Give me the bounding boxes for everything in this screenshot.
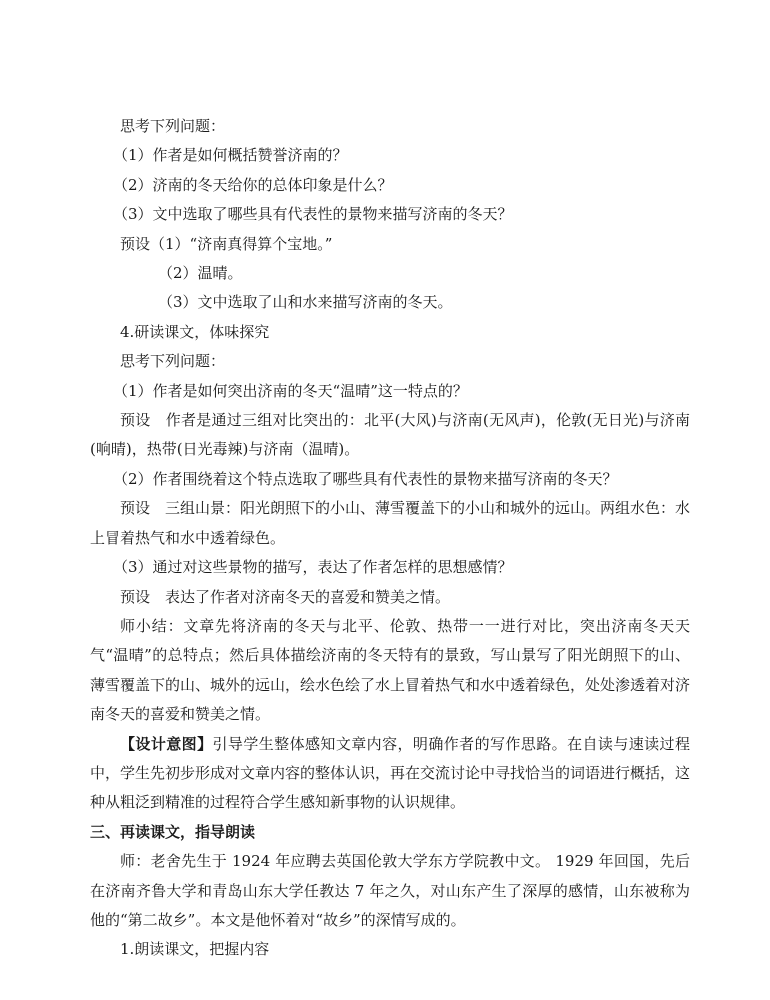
question-item: （1）作者是如何突出济南的冬天“温晴”这一特点的？ [113,381,468,400]
answer-paragraph: 预设 作者是通过三组对比突出的：北平(大风)与济南(无风声)，伦敦(无日光)与济南(响晴)，热带(日光毒辣)与济南（温晴)。 [90,411,690,459]
question-item: （1）作者是如何概括赞誉济南的？ [113,146,348,165]
teacher-paragraph: 师：老舍先生于 1924 年应聘去英国伦敦大学东方学院教中文。 1929 年回国，先后在济南齐鲁大学和青岛山东大学任教达 7 年之久，对山东产生了深厚的感情，山东被称为他的“第二故乡”。本文是他怀着对“故乡”的深情写成的。 [90,852,690,929]
design-intent-text: 引导学生整体感知文章内容，明确作者的写作思路。在自读与速读过程中，学生先初步形成对文章内容的整体认识，再在交流讨论中寻找恰当的词语进行概括，这种从粗泛到精准的过程符合学生感知新事物的认识规律。 [90,734,691,812]
question-intro: 思考下列问题： [120,117,226,135]
answer-paragraph: 预设 三组山景：阳光朗照下的小山、薄雪覆盖下的小山和城外的远山。两组水色：水上冒着热气和水中透着绿色。 [90,499,691,547]
answer-item: （2）温晴。 [158,264,243,283]
subsection-heading: 1.朗读课文，把握内容 [120,940,270,959]
answer-item: （3）文中选取了山和水来描写济南的冬天。 [158,293,453,312]
question-item: （3）通过对这些景物的描写，表达了作者怎样的思想感情？ [113,558,513,577]
answer-item: 预设（1）“济南真得算个宝地。” [120,234,333,253]
design-intent-paragraph [90,730,690,818]
section-heading: 三、再读课文，指导朗读 [90,822,256,841]
design-intent-label: 【设计意图】 [120,734,213,753]
teacher-summary: 师小结：文章先将济南的冬天与北平、伦敦、热带一一进行对比，突出济南冬天天气“温晴”的总特点；然后具体描绘济南的冬天特有的景致，写山景写了阳光朗照下的山、薄雪覆盖下的山、城外的远山，绘水色绘了水上冒着热气和水中透着绿色，处处渗透着对济南冬天的喜爱和赞美之情。 [90,616,691,724]
question-item: （3）文中选取了哪些具有代表性的景物来描写济南的冬天？ [113,205,513,224]
question-item: （2）济南的冬天给你的总体印象是什么？ [113,175,393,194]
answer-item: 预设 表达了作者对济南冬天的喜爱和赞美之情。 [120,587,451,606]
section-heading: 4.研读课文，体味探究 [120,322,270,341]
document-body [90,112,690,965]
question-item: （2）作者围绕着这个特点选取了哪些具有代表性的景物来描写济南的冬天？ [113,469,618,488]
question-intro: 思考下列问题： [120,352,226,371]
